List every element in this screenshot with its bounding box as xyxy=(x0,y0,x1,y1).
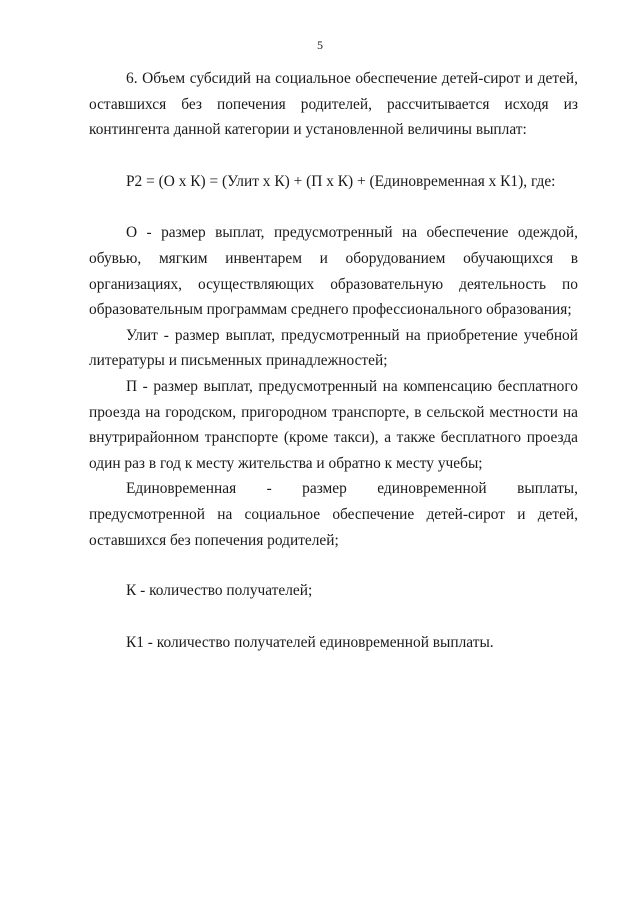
document-body xyxy=(89,66,578,655)
definition-ulit: Улит - размер выплат, предусмотренный на приобретение учебной литературы и письменных принадлежностей; xyxy=(89,326,578,370)
page-number: 5 xyxy=(317,38,323,52)
definition-o: О - размер выплат, предусмотренный на обеспечение одеждой, обувью, мягким инвентарем и оборудованием обучающихся в организациях, осуществляющих образовательную деятельность по образовательным программам среднего профессионального образования; xyxy=(89,224,578,319)
definition-k: К - количество получателей; xyxy=(126,582,313,600)
formula: Р2 = (О х К) = (Улит х К) + (П х К) + (Единовременная х К1), где: xyxy=(126,172,556,190)
definition-pedinovrem: Единовременная - размер единовременной выплаты, предусмотренной на социальное обеспечение детей-сирот и детей, оставшихся без попечения родителей; xyxy=(89,480,578,549)
paragraph-subsidy-volume: 6. Объем субсидий на социальное обеспечение детей-сирот и детей, оставшихся без попечения родителей, рассчитывается исходя из контингента данной категории и установленной величины выплат: xyxy=(89,70,578,139)
definition-p: П - размер выплат, предусмотренный на компенсацию бесплатного проезда на городском, пригородном транспорте, в сельской местности на внутрирайонном транспорте (кроме такси), а также бесплатного проезда один раз в год к месту жительства и обратно к месту учебы; xyxy=(89,377,578,472)
definition-k1: К1 - количество получателей единовременной выплаты. xyxy=(126,633,494,651)
